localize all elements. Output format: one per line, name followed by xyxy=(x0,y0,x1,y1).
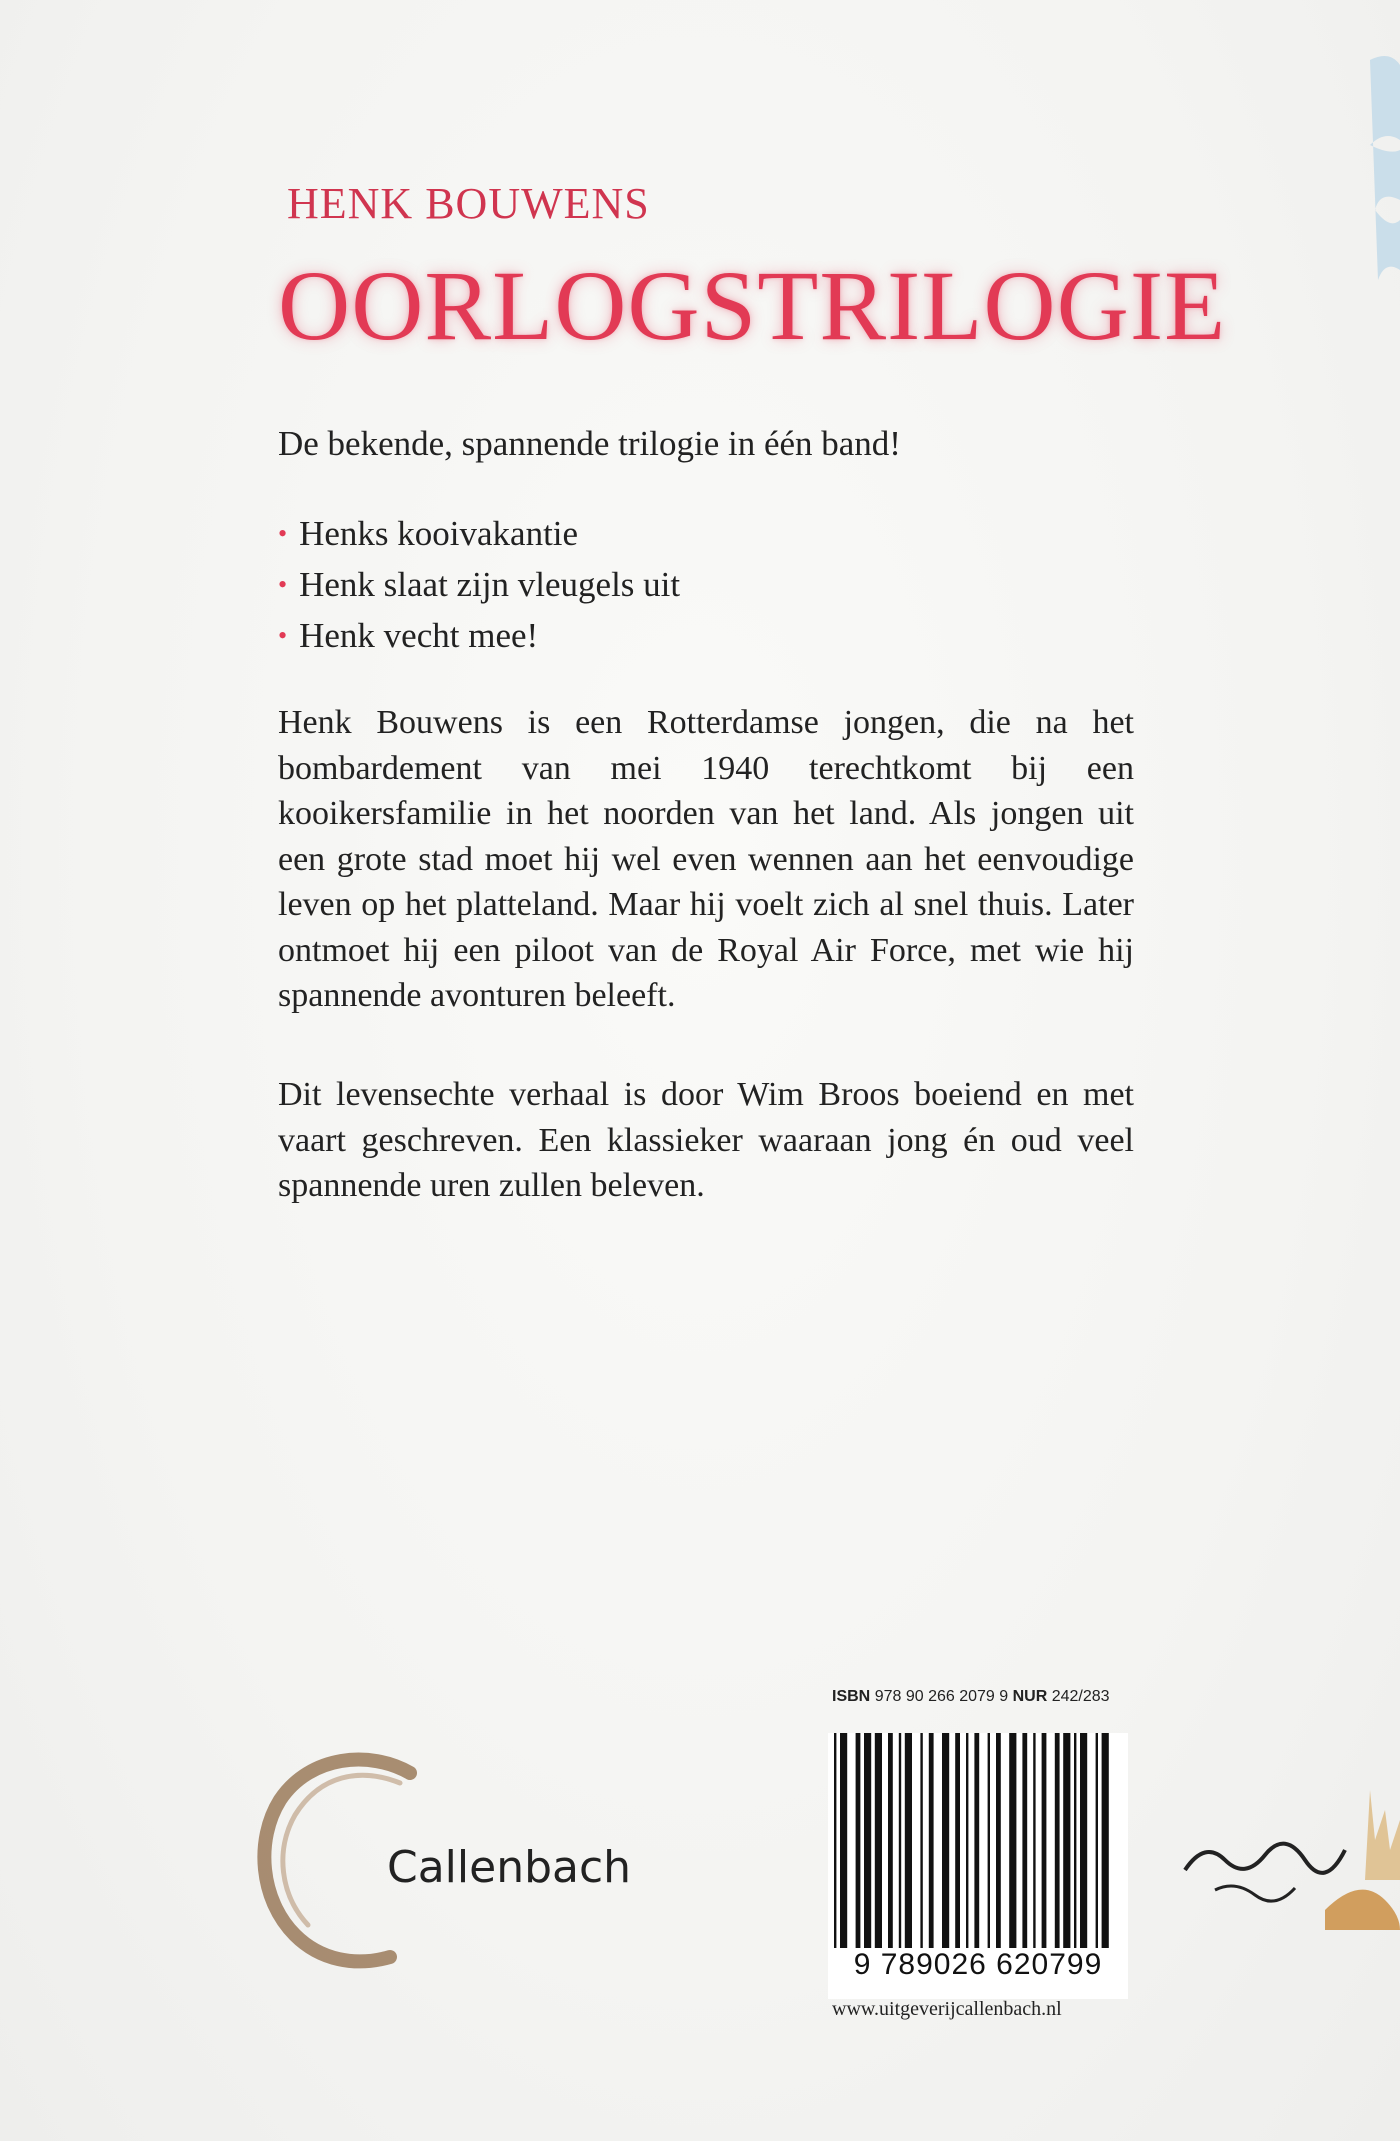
barcode-bar xyxy=(888,1733,893,1948)
barcode-number: 9 789026 620799 xyxy=(828,1948,1128,1982)
barcode-bar xyxy=(899,1733,901,1948)
bullet-icon: • xyxy=(278,519,288,548)
barcode-bar xyxy=(840,1733,847,1948)
bullet-icon: • xyxy=(278,570,288,599)
barcode-bar xyxy=(1055,1733,1060,1948)
book-list xyxy=(278,510,680,663)
tagline: De bekende, spannende trilogie in één band! xyxy=(278,424,901,463)
nur-label: NUR xyxy=(1012,1688,1048,1705)
author-name: HENK BOUWENS xyxy=(287,179,650,228)
description-paragraph-1: Henk Bouwens is een Rotterdamse jongen, die na het bombardement van mei 1940 terechtkomt bij een kooikersfamilie in het noorden van het land. Als jongen uit een grote stad moet hij wel even wennen aan het eenvoudige leven op het platteland. Maar hij voelt zich al snel thuis. Later ontmoet hij een piloot van de Royal Air Force, met wie hij spannende avonturen beleeft. xyxy=(278,704,1134,1014)
barcode-bar xyxy=(988,1733,990,1948)
description-paragraph-2: Dit levensechte verhaal is door Wim Broos boeiend en met vaart geschreven. Een klassieker waaraan jong én oud veel spannende uren zullen beleven. xyxy=(278,1076,1134,1204)
barcode-bar xyxy=(966,1733,968,1948)
publisher-name: Callenbach xyxy=(387,1842,632,1893)
barcode-bar xyxy=(864,1733,871,1948)
barcode-bar xyxy=(1102,1733,1109,1948)
barcode-bar xyxy=(1080,1733,1087,1948)
barcode-bar xyxy=(1042,1733,1047,1948)
list-item: • Henk vecht mee! xyxy=(278,616,539,655)
barcode-bar xyxy=(929,1733,934,1948)
barcode-bar xyxy=(1033,1733,1035,1948)
barcode-bar xyxy=(1022,1733,1027,1948)
barcode-bar xyxy=(875,1733,882,1948)
isbn-label: ISBN xyxy=(832,1688,871,1705)
barcode-bar xyxy=(996,1733,1001,1948)
bullet-icon: • xyxy=(278,621,288,650)
nur-value: 242/283 xyxy=(1051,1688,1110,1705)
isbn-value: 978 90 266 2079 9 xyxy=(874,1688,1009,1705)
signature-illustration xyxy=(1175,1780,1400,1940)
barcode-bar xyxy=(920,1733,922,1948)
list-item: • Henks kooivakantie xyxy=(278,514,579,553)
book-title: OORLOGSTRILOGIE xyxy=(278,250,1227,361)
barcode-bar xyxy=(1096,1733,1098,1948)
cover-edge-illustration xyxy=(1330,30,1400,330)
publisher-website: www.uitgeverijcallenbach.nl xyxy=(832,1998,1062,2020)
barcode-bar xyxy=(905,1733,912,1948)
barcode-bar xyxy=(1063,1733,1070,1948)
isbn-line xyxy=(832,1688,1132,1706)
barcode-bar xyxy=(1009,1733,1016,1948)
list-item: • Henk slaat zijn vleugels uit xyxy=(278,565,681,604)
barcode-bar xyxy=(856,1733,861,1948)
barcode-bar xyxy=(834,1733,836,1948)
barcode-bar xyxy=(1074,1733,1076,1948)
barcode-bar xyxy=(955,1733,960,1948)
barcode-bar xyxy=(974,1733,979,1948)
barcode-bar xyxy=(942,1733,949,1948)
